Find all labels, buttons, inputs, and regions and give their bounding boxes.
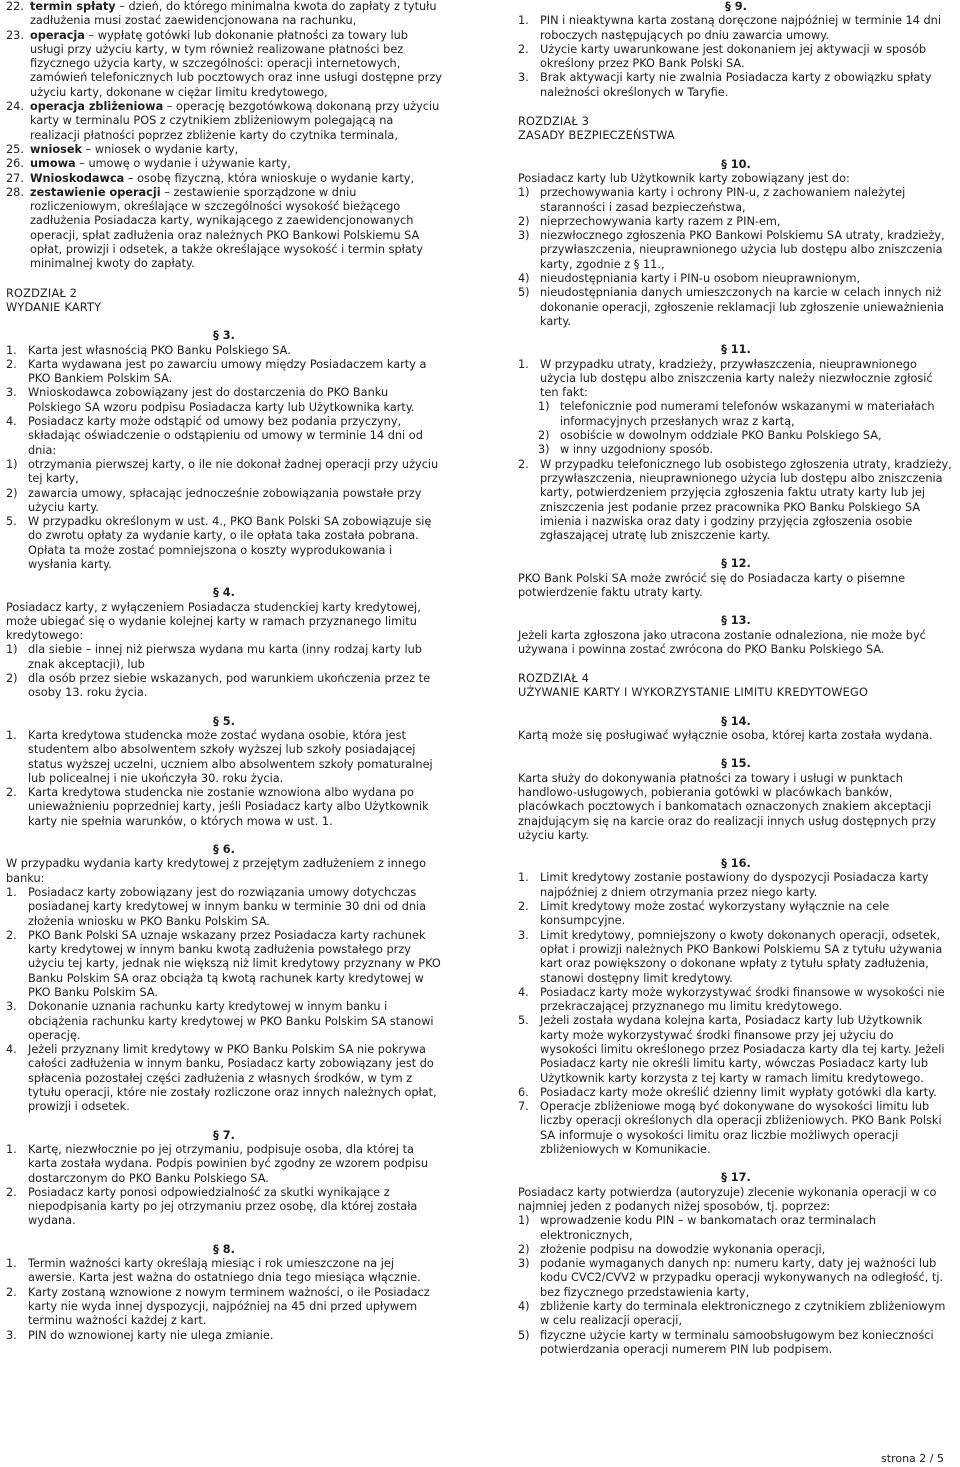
- list-item: 3. Brak aktywacji karty nie zwalnia Posiadacza karty z obowiązku spłaty należności określonych w Taryfie.: [518, 71, 932, 99]
- list-item: 3. Dokonanie uznania rachunku karty kredytowej w innym banku i obciążenia rachunku karty kredytowej w PKO Banku Polskim SA stanowi operację.: [6, 1000, 434, 1042]
- definitions-list: [6, 0, 442, 272]
- paragraph: PKO Bank Polski SA może zwrócić się do Posiadacza karty o pisemne potwierdzenie faktu utraty karty.: [518, 571, 906, 599]
- sub-list-item: 2) dla osób przez siebie wskazanych, pod warunkiem ukończenia przez te osoby 13. roku życia.: [6, 672, 431, 700]
- section-title: § 8.: [213, 1242, 235, 1256]
- sub-list-item: 2) złożenie podpisu na dowodzie wykonania operacji,: [518, 1242, 826, 1256]
- list-item: 1. Karta kredytowa studencka może zostać wydana osobie, która jest studentem albo absolwentem szkoły wyższej lub szkoły posiadającej status wyższej uczelni, uczniem albo absolwentem szkoły pomaturalnej lub policealnej i nie ukończyła 30. roku życia.: [6, 728, 433, 785]
- page-number: strona 2 / 5: [881, 1452, 944, 1465]
- paragraph: Posiadacz karty lub Użytkownik karty zobowiązany jest do:: [518, 171, 850, 185]
- section-title: § 12.: [721, 557, 751, 571]
- sub-list-item: 2) zawarcia umowy, spłacając jednocześnie zobowiązania powstałe przy użyciu karty.: [6, 486, 422, 514]
- list-item: 1. Limit kredytowy zostanie postawiony do dyspozycji Posiadacza karty najpóźniej z dniem otrzymania przez niego karty.: [518, 871, 929, 899]
- sub-list-item: 2) osobiście w dowolnym oddziale PKO Banku Polskiego SA,: [538, 429, 882, 443]
- list-item: 2. Karta wydawana jest po zawarciu umowy między Posiadaczem karty a PKO Bankiem Polskim SA.: [6, 357, 427, 386]
- section-title: § 11.: [721, 343, 751, 357]
- sub-list-item: 3) w inny uzgodniony sposób.: [538, 443, 714, 457]
- right-column: [518, 0, 954, 1357]
- chapter-3-heading: ROZDZIAŁ 3 ZASADY BEZPIECZEŃSTWA: [518, 115, 675, 143]
- sub-list-item: 4) nieudostępniania karty i PIN-u osobom nieuprawnionym,: [518, 272, 861, 286]
- chapter-2-heading: ROZDZIAŁ 2 WYDANIE KARTY: [6, 286, 102, 314]
- list-item: 1. Posiadacz karty zobowiązany jest do rozwiązania umowy dotychczas posiadanej karty kredytowej w innym banku w terminie 30 dni od dnia złożenia wniosku w PKO Banku Polskim SA.: [6, 885, 427, 928]
- list-item: 2. Użycie karty uwarunkowane jest dokonaniem jej aktywacji w sposób określony przez PKO Bank Polski SA.: [518, 42, 927, 71]
- sub-list-item: 5) fizyczne użycie karty w terminalu samoobsługowym bez konieczności potwierdzania operacji numerem PIN lub podpisem.: [518, 1328, 934, 1356]
- list-item: 1. Kartę, niezwłocznie po jej otrzymaniu, podpisuje osoba, dla której ta karta została wydana. Podpis powinien być zgodny ze wzorem podpisu dostarczonym do PKO Banku Polskiego SA.: [6, 1142, 429, 1185]
- list-item: 2. Karta kredytowa studencka nie zostanie wznowiona albo wydana po unieważnieniu poprzedniej karty, jeśli Posiadacz karty albo Użytkownik karty nie spełnia warunków, o których mowa w ust. 1.: [6, 786, 429, 828]
- list-item: 2. W przypadku telefonicznego lub osobistego zgłoszenia utraty, kradzieży, przywłaszczenia, nieuprawnionego użycia lub dostępu albo zniszczenia karty, potwierdzeniem przyjęcia zgłoszenia faktu utraty karty lub jej zniszczenia jest podanie przez pracownika PKO Banku Polskiego SA imienia i nazwiska oraz daty i godziny przyjęcia zgłoszenia osobie zgłaszającej utratę lub zniszczenie karty.: [518, 457, 952, 543]
- sub-list-item: 1) otrzymania pierwszej karty, o ile nie dokonał żadnej operacji przy użyciu tej karty,: [6, 457, 439, 486]
- list-item: 2. Posiadacz karty ponosi odpowiedzialność za skutki wynikające z niepodpisania karty po jej otrzymaniu przez osobę, dla której została wydana.: [6, 1185, 418, 1228]
- section-title: § 13.: [721, 614, 751, 628]
- sub-list-item: 1) wprowadzenie kodu PIN – w bankomatach oraz terminalach elektronicznych,: [518, 1214, 877, 1242]
- paragraph: Karta służy do dokonywania płatności za towary i usługi w punktach handlowo-usługowych, pobierania gotówki w placówkach banków, placówkach pocztowych i bankomatach oznaczonych znakiem akceptacji znajdującym się na karcie oraz do realizacji innych usług dostępnych przy użyciu karty.: [518, 771, 937, 842]
- section-title: § 6.: [213, 843, 235, 857]
- section-title: § 4.: [213, 586, 235, 600]
- section-title: § 5.: [213, 714, 235, 728]
- section-title: § 17.: [721, 1171, 751, 1185]
- sub-list-item: 5) nieudostępniania danych umieszczonych na karcie w celach innych niż dokonanie operacji, zgłoszenie reklamacji lub zgłoszenie unieważnienia karty.: [518, 286, 944, 328]
- section-title: § 3.: [213, 329, 235, 343]
- list-item: 2. PKO Bank Polski SA uznaje wskazany przez Posiadacza karty rachunek karty kredytowej w innym banku kwotą zadłużenia powstałego przy użyciu tej karty, jednak nie większą niż limit kredytowy przyznany w PKO Banku Polskim SA oraz obciąża tą kwotą rachunek karty kredytowej w PKO Banku Polskim SA.: [6, 928, 441, 999]
- sub-list-item: 4) zbliżenie karty do terminala elektronicznego z czytnikiem zbliżeniowym w celu realizacji operacji,: [518, 1300, 946, 1328]
- chapter-4-heading: ROZDZIAŁ 4 UŻYWANIE KARTY I WYKORZYSTANIE LIMITU KREDYTOWEGO: [518, 672, 869, 700]
- definition-item: 24. operacja zbliżeniowa – operację bezgotówkową dokonaną przy użyciu karty w terminalu POS z czytnikiem zbliżeniowym polegającą na realizacji płatności poprzez zbliżenie karty do czytnika terminala,: [6, 100, 440, 142]
- list-item: 4. Posiadacz karty może wykorzystywać środki finansowe w wysokości nie przekraczającej przyznanego mu limitu kredytowego.: [518, 985, 945, 1014]
- sub-list-item: 1) dla siebie – innej niż pierwsza wydana mu karta (inny rodzaj karty lub znak akceptacji), lub: [6, 643, 422, 671]
- sub-list-item: 2) nieprzechowywania karty razem z PIN-em,: [518, 214, 781, 228]
- paragraph: Kartą może się posługiwać wyłącznie osoba, której karta została wydana.: [518, 729, 933, 743]
- sub-list-item: 3) niezwłocznego zgłoszenia PKO Bankowi Polskiemu SA utraty, kradzieży, przywłaszczenia, nieuprawnionego użycia lub dostępu albo zniszczenia karty, zgodnie z § 11.,: [518, 229, 945, 271]
- list-item: 4. Jeżeli przyznany limit kredytowy w PKO Banku Polskim SA nie pokrywa całości zadłużenia w innym banku, Posiadacz karty zobowiązany jest do spłacenia pozostałej części zadłużenia z własnych środków, w tym z tytułu operacji, które nie zostały rozliczone oraz innych należnych opłat, prowizji i odsetek.: [6, 1043, 437, 1114]
- list-item: 5. Jeżeli została wydana kolejna karta, Posiadacz karty lub Użytkownik karty może wykorzystywać środki finansowe przy jej użyciu do wysokości limitu określonego przez Posiadacza karty dla tej karty. Jeżeli Posiadacz karty nie określi limitu karty, wówczas Posiadacz karty lub Użytkownik karty korzysta z tej karty w ramach limitu kredytowego.: [518, 1014, 945, 1085]
- definition-item: 25. wniosek – wniosek o wydanie karty,: [6, 142, 239, 156]
- paragraph: Posiadacz karty potwierdza (autoryzuje) zlecenie wykonania operacji w co najmniej jeden z podanych niżej sposobów, tj. poprzez:: [518, 1185, 937, 1213]
- list-item: 1. W przypadku utraty, kradzieży, przywłaszczenia, nieuprawnionego użycia lub dostępu albo zniszczenia karty należy niezwłocznie zgłosić ten fakt:: [518, 357, 933, 400]
- section-title: § 15.: [721, 757, 751, 771]
- list-item: 2. Limit kredytowy może zostać wykorzystany wyłącznie na cele konsumpcyjne.: [518, 900, 890, 928]
- paragraph: W przypadku wydania karty kredytowej z przejętym zadłużeniem z innego banku:: [6, 857, 426, 885]
- list-item: 1. PIN i nieaktywna karta zostaną doręczone najpóźniej w terminie 14 dni roboczych następujących po dniu zawarcia umowy.: [518, 14, 941, 42]
- sub-list-item: 3) podanie wymaganych danych np: numeru karty, daty jej ważności lub kodu CVC2/CVV2 w przypadku operacji wykonywanych na odległość, tj. bez fizycznego przedstawienia karty,: [518, 1257, 944, 1299]
- definition-item: 27. Wnioskodawca – osobę fizyczną, która wnioskuje o wydanie karty,: [6, 171, 415, 185]
- list-item: 3. Wnioskodawca zobowiązany jest do dostarczenia do PKO Banku Polskiego SA wzoru podpisu Posiadacza karty lub Użytkownika karty.: [6, 386, 415, 414]
- left-column: [6, 0, 442, 1343]
- list-item: 4. Posiadacz karty może odstąpić od umowy bez podania przyczyny, składając oświadczenie o odstąpieniu od umowy w terminie 14 dni od dnia:: [6, 415, 423, 457]
- list-item: 1. Termin ważności karty określają miesiąc i rok umieszczone na jej awersie. Karta jest ważna do ostatniego dnia tego miesiąca włącznie.: [6, 1257, 421, 1285]
- section-title: § 10.: [721, 157, 751, 171]
- list-item: 1. Karta jest własnością PKO Banku Polskiego SA.: [6, 343, 291, 357]
- definition-item: 22. termin spłaty – dzień, do którego minimalna kwota do zapłaty z tytułu zadłużenia musi zostać zaewidencjonowana na rachunku,: [6, 0, 437, 28]
- list-item: 3. PIN do wznowionej karty nie ulega zmianie.: [6, 1328, 274, 1342]
- list-item: 6. Posiadacz karty może określić dzienny limit wypłaty gotówki dla karty.: [518, 1085, 937, 1099]
- definition-item: 28. zestawienie operacji – zestawienie sporządzone w dniu rozliczeniowym, określające w szczególności wysokość bieżącego zadłużenia Posiadacza karty, wynikającego z zaewidencjonowanych operacji, spłat zadłużenia oraz należnych PKO Bankowi Polskiemu SA opłat, prowizji i odsetek, a także określające wysokość i termin spłaty minimalnej kwoty do zapłaty.: [6, 185, 423, 271]
- paragraph: Jeżeli karta zgłoszona jako utracona zostanie odnaleziona, nie może być używana i powinna zostać zwrócona do PKO Banku Polskiego SA.: [518, 628, 926, 656]
- section-title: § 7.: [213, 1128, 235, 1142]
- list-item: 5. W przypadku określonym w ust. 4., PKO Bank Polski SA zobowiązuje się do zwrotu opłaty za wydanie karty, o ile opłata taka została pobrana. Opłata ta może zostać pomniejszona o koszty wyprodukowania i wysłania karty.: [6, 515, 432, 571]
- sub-list-item: 1) przechowywania karty i ochrony PIN-u, z zachowaniem należytej staranności i zasad bezpieczeństwa,: [518, 186, 906, 214]
- section-title: § 16.: [721, 857, 751, 871]
- section-title: § 9.: [725, 0, 747, 13]
- definition-item: 26. umowa – umowę o wydanie i używanie karty,: [6, 157, 291, 171]
- paragraph: Posiadacz karty, z wyłączeniem Posiadacza studenckiej karty kredytowej, może ubiegać się o wydanie kolejnej karty w ramach przyznanego limitu kredytowego:: [6, 600, 421, 643]
- list-item: 2. Karty zostaną wznowione z nowym terminem ważności, o ile Posiadacz karty nie wyda innej dyspozycji, najpóźniej na 45 dni przed upływem terminu ważności każdej z kart.: [6, 1285, 430, 1328]
- sub-list-item: 1) telefonicznie pod numerami telefonów wskazanymi w materiałach informacyjnych przesłanych wraz z kartą,: [538, 400, 935, 428]
- list-item: 7. Operacje zbliżeniowe mogą być dokonywane do wysokości limitu lub liczby operacji określonych dla operacji zbliżeniowych. PKO Bank Polski SA informuje o wysokości limitu oraz liczbie możliwych operacji zbliżeniowych w Komunikacie.: [518, 1100, 942, 1157]
- list-item: 3. Limit kredytowy, pomniejszony o kwoty dokonanych operacji, odsetek, opłat i prowizji należnych PKO Bankowi Polskiemu SA z tytułu używania kart oraz powiększony o dokonane wpłaty z tytułu spłaty zadłużenia, stanowi dostępny limit kredytowy.: [518, 928, 943, 985]
- definition-item: 23. operacja – wypłatę gotówki lub dokonanie płatności za towary lub usługi przy użyciu karty, w tym również realizowane płatności bez fizycznego użycia karty, w szczególności: operacji internetowych, zamówień telefonicznych lub pocztowych oraz inne usługi dostępne przy użyciu karty, dokonane w ciężar limitu kredytowego,: [6, 28, 442, 99]
- section-title: § 14.: [721, 714, 751, 728]
